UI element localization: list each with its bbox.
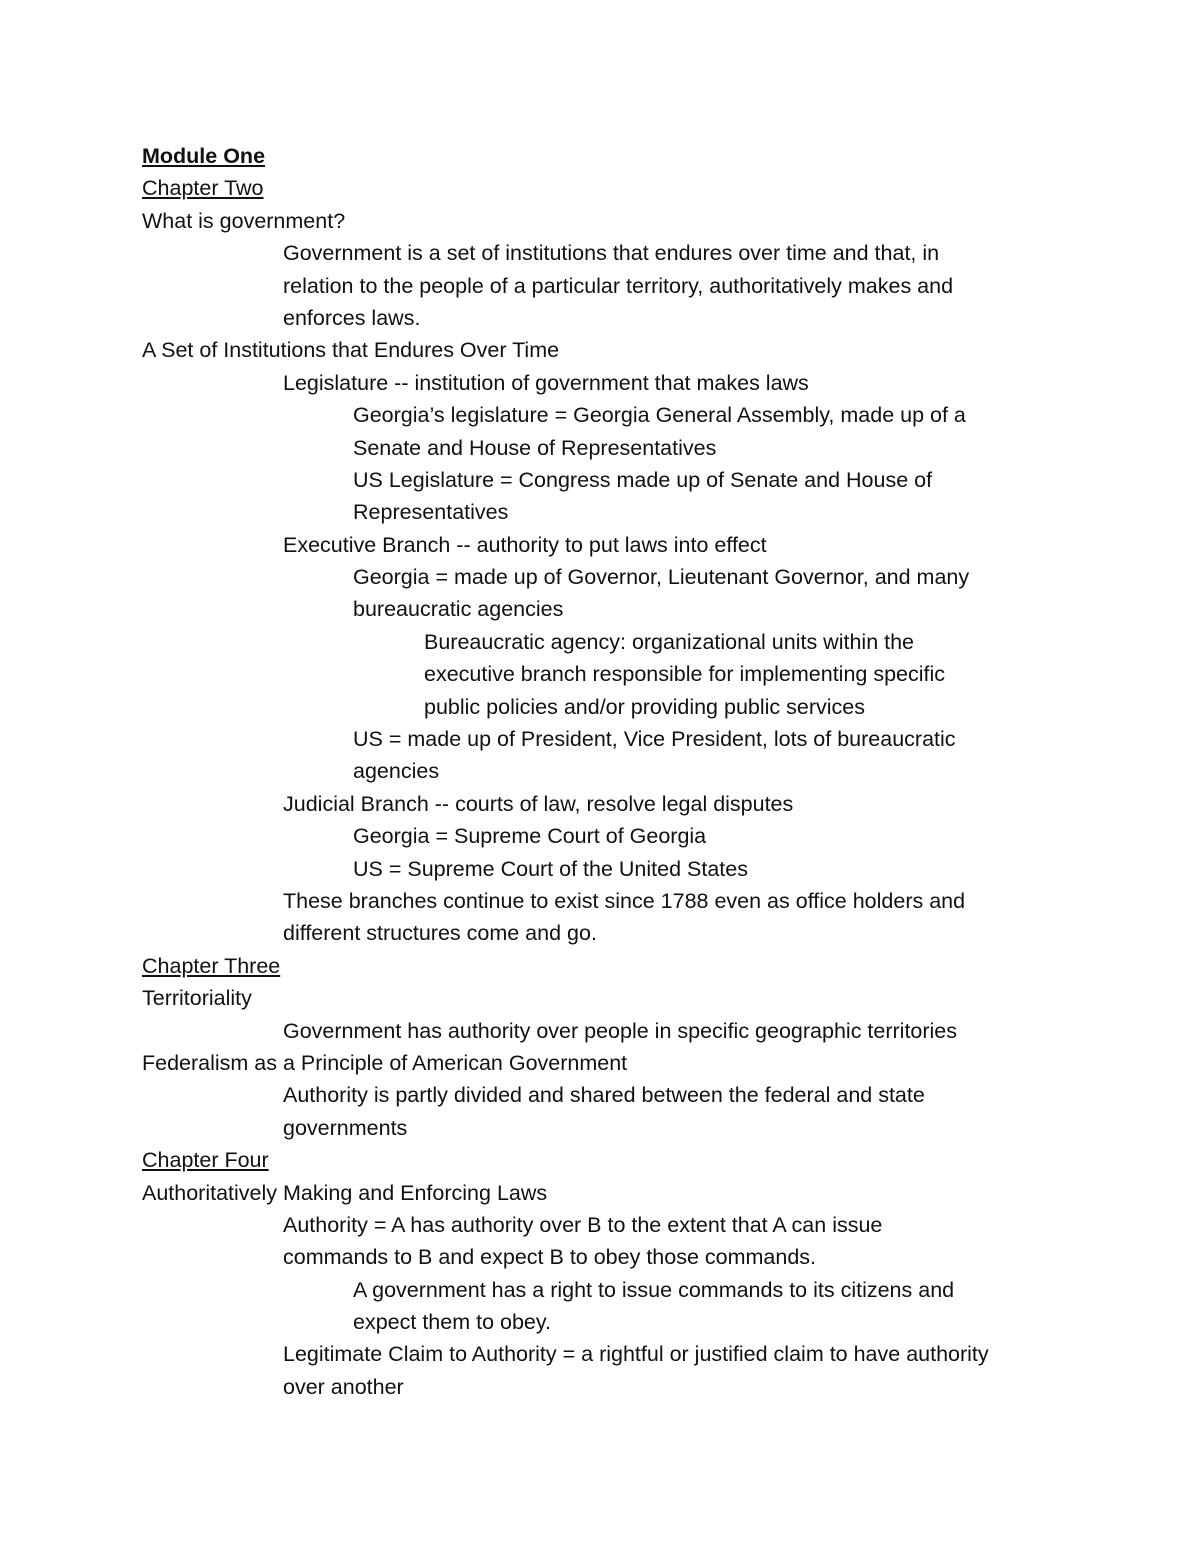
section-heading: Federalism as a Principle of American Government xyxy=(142,1050,628,1075)
note-line: Georgia = made up of Governor, Lieutenant Governor, and many xyxy=(353,565,970,590)
note-line: US = Supreme Court of the United States xyxy=(353,856,748,881)
note-line: Legitimate Claim to Authority = a rightful or justified claim to have authority xyxy=(283,1342,989,1367)
note-line: Georgia’s legislature = Georgia General Assembly, made up of a xyxy=(353,403,966,428)
note-line: expect them to obey. xyxy=(353,1310,551,1335)
note-line: A government has a right to issue commands to its citizens and xyxy=(353,1277,955,1302)
note-line: enforces laws. xyxy=(283,305,421,330)
document-body xyxy=(142,172,1072,1403)
note-line: Authority is partly divided and shared between the federal and state xyxy=(283,1083,925,1108)
note-line: Government is a set of institutions that endures over time and that, in xyxy=(283,241,940,266)
chapter-heading: Chapter Three xyxy=(142,953,281,978)
section-heading: Territoriality xyxy=(142,986,252,1011)
note-line: agencies xyxy=(353,759,440,784)
note-line: Georgia = Supreme Court of Georgia xyxy=(353,824,707,849)
section-heading: A Set of Institutions that Endures Over Time xyxy=(142,338,560,363)
note-line: commands to B and expect B to obey those commands. xyxy=(283,1245,817,1270)
note-line: These branches continue to exist since 1788 even as office holders and xyxy=(283,888,966,913)
document-page xyxy=(142,140,1072,1403)
note-line: US = made up of President, Vice President, lots of bureaucratic xyxy=(353,727,956,752)
note-line: over another xyxy=(283,1374,404,1399)
note-line: public policies and/or providing public services xyxy=(424,694,865,719)
note-line: Authority = A has authority over B to the extent that A can issue xyxy=(283,1212,883,1237)
document-title: Module One xyxy=(142,144,266,168)
note-line: bureaucratic agencies xyxy=(353,597,564,622)
note-line: Representatives xyxy=(353,500,509,525)
section-heading: What is government? xyxy=(142,208,346,233)
note-line: Judicial Branch -- courts of law, resolve legal disputes xyxy=(283,791,794,816)
note-line: Bureaucratic agency: organizational units within the xyxy=(424,629,915,654)
note-line: governments xyxy=(283,1115,408,1140)
note-line: Legislature -- institution of government that makes laws xyxy=(283,370,809,395)
note-line: US Legislature = Congress made up of Senate and House of xyxy=(353,467,933,492)
chapter-heading: Chapter Four xyxy=(142,1148,269,1173)
note-line: Government has authority over people in specific geographic territories xyxy=(283,1018,958,1043)
section-heading: Authoritatively Making and Enforcing Laws xyxy=(142,1180,548,1205)
chapter-heading: Chapter Two xyxy=(142,176,264,201)
note-line: Executive Branch -- authority to put laws into effect xyxy=(283,532,767,557)
note-line: different structures come and go. xyxy=(283,921,597,946)
note-line: Senate and House of Representatives xyxy=(353,435,717,460)
note-line: relation to the people of a particular territory, authoritatively makes and xyxy=(283,273,954,298)
note-line: executive branch responsible for implementing specific xyxy=(424,662,946,687)
